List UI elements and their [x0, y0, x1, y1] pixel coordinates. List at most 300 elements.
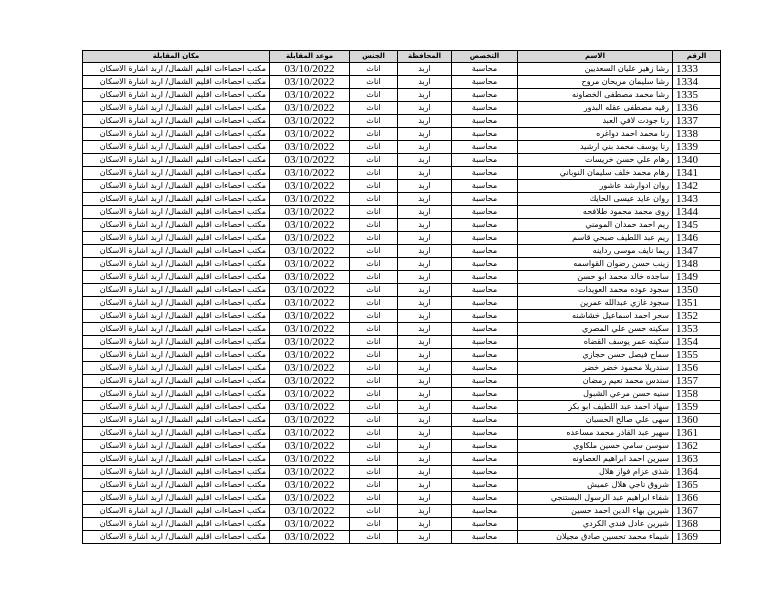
table-row: [83, 245, 721, 258]
cell-interview-place: مكتب احصاءات اقليم الشمال/ اربد اشارة الاسكان: [83, 180, 270, 193]
cell-number: 1358: [673, 388, 721, 401]
cell-governorate: اربد: [398, 427, 452, 440]
cell-interview-date: 03/10/2022: [270, 245, 350, 258]
cell-gender: اناث: [350, 349, 398, 362]
cell-interview-place: مكتب احصاءات اقليم الشمال/ اربد اشارة الاسكان: [83, 323, 270, 336]
cell-name: سكينه عمر يوسف القضاه: [518, 336, 673, 349]
cell-number: 1337: [673, 115, 721, 128]
cell-interview-date: 03/10/2022: [270, 206, 350, 219]
cell-interview-place: مكتب احصاءات اقليم الشمال/ اربد اشارة الاسكان: [83, 193, 270, 206]
cell-specialization: محاسبة: [452, 336, 518, 349]
cell-governorate: اربد: [398, 440, 452, 453]
cell-interview-place: مكتب احصاءات اقليم الشمال/ اربد اشارة الاسكان: [83, 310, 270, 323]
cell-interview-place: مكتب احصاءات اقليم الشمال/ اربد اشارة الاسكان: [83, 245, 270, 258]
cell-number: 1333: [673, 63, 721, 76]
cell-interview-place: مكتب احصاءات اقليم الشمال/ اربد اشارة الاسكان: [83, 531, 270, 544]
cell-specialization: محاسبة: [452, 362, 518, 375]
cell-gender: اناث: [350, 193, 398, 206]
cell-interview-date: 03/10/2022: [270, 167, 350, 180]
cell-name: ريم عبد اللطيف صبحي قاسم: [518, 232, 673, 245]
table-row: [83, 167, 721, 180]
cell-gender: اناث: [350, 297, 398, 310]
cell-specialization: محاسبة: [452, 492, 518, 505]
cell-gender: اناث: [350, 453, 398, 466]
cell-governorate: اربد: [398, 453, 452, 466]
cell-governorate: اربد: [398, 245, 452, 258]
cell-gender: اناث: [350, 232, 398, 245]
table-row: [83, 141, 721, 154]
cell-specialization: محاسبة: [452, 349, 518, 362]
cell-governorate: اربد: [398, 388, 452, 401]
cell-specialization: محاسبة: [452, 141, 518, 154]
cell-specialization: محاسبة: [452, 518, 518, 531]
cell-number: 1360: [673, 414, 721, 427]
cell-number: 1335: [673, 89, 721, 102]
cell-name: سجود عوده محمد العويدات: [518, 284, 673, 297]
cell-interview-date: 03/10/2022: [270, 102, 350, 115]
cell-interview-date: 03/10/2022: [270, 453, 350, 466]
cell-governorate: اربد: [398, 492, 452, 505]
table-row: [83, 388, 721, 401]
header-row: [83, 51, 721, 63]
cell-number: 1359: [673, 401, 721, 414]
cell-specialization: محاسبة: [452, 466, 518, 479]
cell-specialization: محاسبة: [452, 401, 518, 414]
cell-gender: اناث: [350, 63, 398, 76]
cell-interview-date: 03/10/2022: [270, 401, 350, 414]
cell-governorate: اربد: [398, 154, 452, 167]
cell-interview-place: مكتب احصاءات اقليم الشمال/ اربد اشارة الاسكان: [83, 349, 270, 362]
cell-name: سهير عبد القادر محمد مساعده: [518, 427, 673, 440]
cell-interview-date: 03/10/2022: [270, 479, 350, 492]
cell-governorate: اربد: [398, 115, 452, 128]
table-row: [83, 128, 721, 141]
cell-specialization: محاسبة: [452, 180, 518, 193]
cell-gender: اناث: [350, 440, 398, 453]
cell-number: 1336: [673, 102, 721, 115]
cell-governorate: اربد: [398, 362, 452, 375]
table-row: [83, 440, 721, 453]
cell-number: 1351: [673, 297, 721, 310]
cell-gender: اناث: [350, 76, 398, 89]
cell-gender: اناث: [350, 310, 398, 323]
cell-specialization: محاسبة: [452, 271, 518, 284]
cell-interview-date: 03/10/2022: [270, 505, 350, 518]
cell-name: سندس محمد نعيم رمضان: [518, 375, 673, 388]
cell-name: روان ادوارشد عاشور: [518, 180, 673, 193]
cell-interview-date: 03/10/2022: [270, 219, 350, 232]
cell-interview-date: 03/10/2022: [270, 154, 350, 167]
cell-interview-date: 03/10/2022: [270, 258, 350, 271]
table-row: [83, 375, 721, 388]
cell-interview-date: 03/10/2022: [270, 89, 350, 102]
cell-governorate: اربد: [398, 323, 452, 336]
header-specialization: التخصص: [452, 51, 518, 63]
cell-name: ريم احمد حمدان المومني: [518, 219, 673, 232]
cell-interview-place: مكتب احصاءات اقليم الشمال/ اربد اشارة الاسكان: [83, 63, 270, 76]
cell-gender: اناث: [350, 492, 398, 505]
cell-name: شذى عزام فواز هلال: [518, 466, 673, 479]
cell-interview-date: 03/10/2022: [270, 128, 350, 141]
cell-gender: اناث: [350, 284, 398, 297]
cell-interview-date: 03/10/2022: [270, 284, 350, 297]
cell-gender: اناث: [350, 375, 398, 388]
cell-specialization: محاسبة: [452, 453, 518, 466]
table-row: [83, 518, 721, 531]
cell-name: رهام محمد خلف سليمان النوباني: [518, 167, 673, 180]
cell-name: رشا زهير عليان السعديين: [518, 63, 673, 76]
cell-name: شيرين بهاء الدين احمد حسين: [518, 505, 673, 518]
cell-specialization: محاسبة: [452, 310, 518, 323]
cell-interview-date: 03/10/2022: [270, 388, 350, 401]
cell-name: سكينه حسن علي المصري: [518, 323, 673, 336]
header-governorate: المحافظة: [398, 51, 452, 63]
cell-specialization: محاسبة: [452, 89, 518, 102]
table-row: [83, 323, 721, 336]
cell-gender: اناث: [350, 89, 398, 102]
cell-gender: اناث: [350, 479, 398, 492]
cell-interview-place: مكتب احصاءات اقليم الشمال/ اربد اشارة الاسكان: [83, 427, 270, 440]
cell-number: 1366: [673, 492, 721, 505]
cell-number: 1352: [673, 310, 721, 323]
cell-governorate: اربد: [398, 414, 452, 427]
cell-gender: اناث: [350, 206, 398, 219]
cell-specialization: محاسبة: [452, 232, 518, 245]
cell-number: 1363: [673, 453, 721, 466]
cell-interview-place: مكتب احصاءات اقليم الشمال/ اربد اشارة الاسكان: [83, 375, 270, 388]
table-row: [83, 76, 721, 89]
cell-number: 1348: [673, 258, 721, 271]
cell-interview-place: مكتب احصاءات اقليم الشمال/ اربد اشارة الاسكان: [83, 219, 270, 232]
table-row: [83, 63, 721, 76]
cell-interview-date: 03/10/2022: [270, 310, 350, 323]
table-row: [83, 89, 721, 102]
cell-governorate: اربد: [398, 375, 452, 388]
cell-name: رنا جودت لافي العبد: [518, 115, 673, 128]
cell-interview-place: مكتب احصاءات اقليم الشمال/ اربد اشارة الاسكان: [83, 453, 270, 466]
cell-governorate: اربد: [398, 180, 452, 193]
cell-interview-date: 03/10/2022: [270, 518, 350, 531]
cell-number: 1344: [673, 206, 721, 219]
table-row: [83, 492, 721, 505]
cell-governorate: اربد: [398, 271, 452, 284]
cell-interview-date: 03/10/2022: [270, 349, 350, 362]
cell-governorate: اربد: [398, 167, 452, 180]
cell-interview-place: مكتب احصاءات اقليم الشمال/ اربد اشارة الاسكان: [83, 479, 270, 492]
cell-interview-date: 03/10/2022: [270, 193, 350, 206]
cell-governorate: اربد: [398, 141, 452, 154]
cell-specialization: محاسبة: [452, 63, 518, 76]
table-row: [83, 414, 721, 427]
cell-number: 1347: [673, 245, 721, 258]
cell-governorate: اربد: [398, 76, 452, 89]
cell-gender: اناث: [350, 167, 398, 180]
cell-governorate: اربد: [398, 128, 452, 141]
table-row: [83, 206, 721, 219]
cell-name: رهام علي حسن خريسات: [518, 154, 673, 167]
cell-specialization: محاسبة: [452, 479, 518, 492]
cell-number: 1365: [673, 479, 721, 492]
cell-interview-place: مكتب احصاءات اقليم الشمال/ اربد اشارة الاسكان: [83, 297, 270, 310]
cell-interview-date: 03/10/2022: [270, 362, 350, 375]
cell-name: سوسن سامي حسين ملكاوي: [518, 440, 673, 453]
cell-specialization: محاسبة: [452, 440, 518, 453]
cell-gender: اناث: [350, 388, 398, 401]
table-row: [83, 479, 721, 492]
cell-governorate: اربد: [398, 219, 452, 232]
cell-interview-place: مكتب احصاءات اقليم الشمال/ اربد اشارة الاسكان: [83, 505, 270, 518]
table-row: [83, 219, 721, 232]
cell-number: 1354: [673, 336, 721, 349]
cell-interview-date: 03/10/2022: [270, 297, 350, 310]
cell-number: 1334: [673, 76, 721, 89]
cell-number: 1362: [673, 440, 721, 453]
cell-interview-date: 03/10/2022: [270, 336, 350, 349]
cell-number: 1367: [673, 505, 721, 518]
cell-specialization: محاسبة: [452, 258, 518, 271]
cell-interview-place: مكتب احصاءات اقليم الشمال/ اربد اشارة الاسكان: [83, 518, 270, 531]
table-row: [83, 102, 721, 115]
cell-specialization: محاسبة: [452, 531, 518, 544]
table-row: [83, 349, 721, 362]
cell-interview-place: مكتب احصاءات اقليم الشمال/ اربد اشارة الاسكان: [83, 154, 270, 167]
table-row: [83, 427, 721, 440]
cell-interview-date: 03/10/2022: [270, 141, 350, 154]
cell-interview-date: 03/10/2022: [270, 492, 350, 505]
cell-specialization: محاسبة: [452, 414, 518, 427]
cell-interview-date: 03/10/2022: [270, 63, 350, 76]
cell-interview-date: 03/10/2022: [270, 76, 350, 89]
cell-specialization: محاسبة: [452, 505, 518, 518]
cell-number: 1353: [673, 323, 721, 336]
table-row: [83, 154, 721, 167]
cell-name: رقيه مصطفى عقله البدور: [518, 102, 673, 115]
cell-interview-place: مكتب احصاءات اقليم الشمال/ اربد اشارة الاسكان: [83, 440, 270, 453]
cell-number: 1369: [673, 531, 721, 544]
cell-specialization: محاسبة: [452, 115, 518, 128]
table-row: [83, 115, 721, 128]
cell-number: 1357: [673, 375, 721, 388]
cell-gender: اناث: [350, 323, 398, 336]
cell-interview-place: مكتب احصاءات اقليم الشمال/ اربد اشارة الاسكان: [83, 362, 270, 375]
header-name: الاسم: [518, 51, 673, 63]
table-row: [83, 310, 721, 323]
header-gender: الجنس: [350, 51, 398, 63]
cell-governorate: اربد: [398, 336, 452, 349]
cell-gender: اناث: [350, 258, 398, 271]
cell-gender: اناث: [350, 154, 398, 167]
cell-gender: اناث: [350, 245, 398, 258]
applicants-table: [82, 50, 721, 544]
cell-governorate: اربد: [398, 349, 452, 362]
table-row: [83, 466, 721, 479]
cell-number: 1341: [673, 167, 721, 180]
table-row: [83, 297, 721, 310]
cell-name: رشا محمد مصطفى الخصاونه: [518, 89, 673, 102]
cell-name: سماح فيصل حسن حجازي: [518, 349, 673, 362]
cell-governorate: اربد: [398, 479, 452, 492]
cell-number: 1338: [673, 128, 721, 141]
cell-interview-date: 03/10/2022: [270, 323, 350, 336]
cell-gender: اناث: [350, 102, 398, 115]
cell-governorate: اربد: [398, 232, 452, 245]
cell-gender: اناث: [350, 128, 398, 141]
cell-gender: اناث: [350, 336, 398, 349]
cell-interview-place: مكتب احصاءات اقليم الشمال/ اربد اشارة الاسكان: [83, 232, 270, 245]
cell-number: 1343: [673, 193, 721, 206]
table-row: [83, 362, 721, 375]
table-row: [83, 180, 721, 193]
cell-number: 1350: [673, 284, 721, 297]
cell-interview-place: مكتب احصاءات اقليم الشمال/ اربد اشارة الاسكان: [83, 466, 270, 479]
cell-interview-date: 03/10/2022: [270, 375, 350, 388]
cell-governorate: اربد: [398, 310, 452, 323]
cell-name: روى محمد محمود طلافحه: [518, 206, 673, 219]
cell-number: 1345: [673, 219, 721, 232]
cell-specialization: محاسبة: [452, 375, 518, 388]
cell-name: سحر احمد اسماعيل خشاشنه: [518, 310, 673, 323]
table-row: [83, 505, 721, 518]
cell-specialization: محاسبة: [452, 102, 518, 115]
cell-specialization: محاسبة: [452, 206, 518, 219]
cell-name: ريما نايف موسى رداينه: [518, 245, 673, 258]
cell-interview-place: مكتب احصاءات اقليم الشمال/ اربد اشارة الاسكان: [83, 76, 270, 89]
cell-interview-date: 03/10/2022: [270, 271, 350, 284]
cell-governorate: اربد: [398, 284, 452, 297]
cell-interview-place: مكتب احصاءات اقليم الشمال/ اربد اشارة الاسكان: [83, 388, 270, 401]
cell-gender: اناث: [350, 219, 398, 232]
table-row: [83, 401, 721, 414]
table-row: [83, 284, 721, 297]
cell-governorate: اربد: [398, 531, 452, 544]
cell-interview-place: مكتب احصاءات اقليم الشمال/ اربد اشارة الاسكان: [83, 115, 270, 128]
cell-gender: اناث: [350, 466, 398, 479]
cell-number: 1356: [673, 362, 721, 375]
cell-name: سجود غازي عبدالله عمرين: [518, 297, 673, 310]
cell-number: 1361: [673, 427, 721, 440]
cell-number: 1349: [673, 271, 721, 284]
cell-gender: اناث: [350, 505, 398, 518]
cell-gender: اناث: [350, 271, 398, 284]
cell-interview-place: مكتب احصاءات اقليم الشمال/ اربد اشارة الاسكان: [83, 258, 270, 271]
table-row: [83, 531, 721, 544]
cell-name: شروق ناجي هلال عميش: [518, 479, 673, 492]
cell-name: سهى علي صالح الحسبان: [518, 414, 673, 427]
cell-specialization: محاسبة: [452, 388, 518, 401]
cell-number: 1368: [673, 518, 721, 531]
cell-gender: اناث: [350, 414, 398, 427]
cell-interview-place: مكتب احصاءات اقليم الشمال/ اربد اشارة الاسكان: [83, 414, 270, 427]
cell-gender: اناث: [350, 518, 398, 531]
table-row: [83, 232, 721, 245]
cell-governorate: اربد: [398, 297, 452, 310]
cell-name: شفاء ابراهيم عبد الرسول البستنجي: [518, 492, 673, 505]
cell-specialization: محاسبة: [452, 297, 518, 310]
cell-gender: اناث: [350, 427, 398, 440]
header-number: الرقم: [673, 51, 721, 63]
cell-number: 1346: [673, 232, 721, 245]
cell-interview-place: مكتب احصاءات اقليم الشمال/ اربد اشارة الاسكان: [83, 167, 270, 180]
cell-specialization: محاسبة: [452, 76, 518, 89]
cell-name: زينب حسن رضوان القواسمه: [518, 258, 673, 271]
cell-name: شيرين عادل فندي الكردي: [518, 518, 673, 531]
cell-specialization: محاسبة: [452, 219, 518, 232]
cell-interview-place: مكتب احصاءات اقليم الشمال/ اربد اشارة الاسكان: [83, 401, 270, 414]
cell-interview-date: 03/10/2022: [270, 414, 350, 427]
cell-gender: اناث: [350, 362, 398, 375]
cell-governorate: اربد: [398, 401, 452, 414]
cell-governorate: اربد: [398, 102, 452, 115]
cell-interview-date: 03/10/2022: [270, 440, 350, 453]
cell-specialization: محاسبة: [452, 427, 518, 440]
cell-name: رنا محمد احمد دواغره: [518, 128, 673, 141]
table-row: [83, 193, 721, 206]
cell-gender: اناث: [350, 531, 398, 544]
cell-name: سندريلا محمود خضر خضر: [518, 362, 673, 375]
cell-interview-place: مكتب احصاءات اقليم الشمال/ اربد اشارة الاسكان: [83, 492, 270, 505]
header-interview-place: مكان المقابلة: [83, 51, 270, 63]
cell-interview-place: مكتب احصاءات اقليم الشمال/ اربد اشارة الاسكان: [83, 128, 270, 141]
cell-governorate: اربد: [398, 505, 452, 518]
cell-gender: اناث: [350, 115, 398, 128]
cell-governorate: اربد: [398, 63, 452, 76]
table-row: [83, 336, 721, 349]
cell-interview-date: 03/10/2022: [270, 427, 350, 440]
cell-governorate: اربد: [398, 258, 452, 271]
cell-specialization: محاسبة: [452, 167, 518, 180]
header-interview-date: موعد المقابلة: [270, 51, 350, 63]
cell-name: ساجده خالد محمد ابو حسن: [518, 271, 673, 284]
cell-interview-place: مكتب احصاءات اقليم الشمال/ اربد اشارة الاسكان: [83, 284, 270, 297]
cell-name: رنا يوسف محمد بني ارشيد: [518, 141, 673, 154]
cell-number: 1340: [673, 154, 721, 167]
cell-specialization: محاسبة: [452, 284, 518, 297]
cell-specialization: محاسبة: [452, 193, 518, 206]
cell-gender: اناث: [350, 180, 398, 193]
cell-interview-date: 03/10/2022: [270, 232, 350, 245]
cell-number: 1355: [673, 349, 721, 362]
cell-name: شيماء محمد تحسين صادق مجيلان: [518, 531, 673, 544]
cell-number: 1364: [673, 466, 721, 479]
cell-governorate: اربد: [398, 193, 452, 206]
cell-governorate: اربد: [398, 466, 452, 479]
cell-number: 1339: [673, 141, 721, 154]
cell-specialization: محاسبة: [452, 245, 518, 258]
cell-name: رشا سليمان مريحان مروح: [518, 76, 673, 89]
table-row: [83, 258, 721, 271]
cell-interview-date: 03/10/2022: [270, 531, 350, 544]
table-row: [83, 271, 721, 284]
cell-interview-place: مكتب احصاءات اقليم الشمال/ اربد اشارة الاسكان: [83, 206, 270, 219]
cell-governorate: اربد: [398, 206, 452, 219]
cell-name: سهاد احمد عبد اللطيف ابو بكر: [518, 401, 673, 414]
cell-governorate: اربد: [398, 518, 452, 531]
cell-interview-place: مكتب احصاءات اقليم الشمال/ اربد اشارة الاسكان: [83, 336, 270, 349]
cell-name: روان عايد عيسى الحايك: [518, 193, 673, 206]
cell-interview-date: 03/10/2022: [270, 180, 350, 193]
cell-name: سيرين احمد ابراهيم العصاونه: [518, 453, 673, 466]
cell-interview-date: 03/10/2022: [270, 115, 350, 128]
cell-governorate: اربد: [398, 89, 452, 102]
cell-interview-place: مكتب احصاءات اقليم الشمال/ اربد اشارة الاسكان: [83, 141, 270, 154]
cell-gender: اناث: [350, 401, 398, 414]
cell-specialization: محاسبة: [452, 128, 518, 141]
cell-name: سنيه حسن مرعي الشبول: [518, 388, 673, 401]
cell-interview-place: مكتب احصاءات اقليم الشمال/ اربد اشارة الاسكان: [83, 102, 270, 115]
cell-specialization: محاسبة: [452, 323, 518, 336]
cell-number: 1342: [673, 180, 721, 193]
cell-interview-place: مكتب احصاءات اقليم الشمال/ اربد اشارة الاسكان: [83, 271, 270, 284]
